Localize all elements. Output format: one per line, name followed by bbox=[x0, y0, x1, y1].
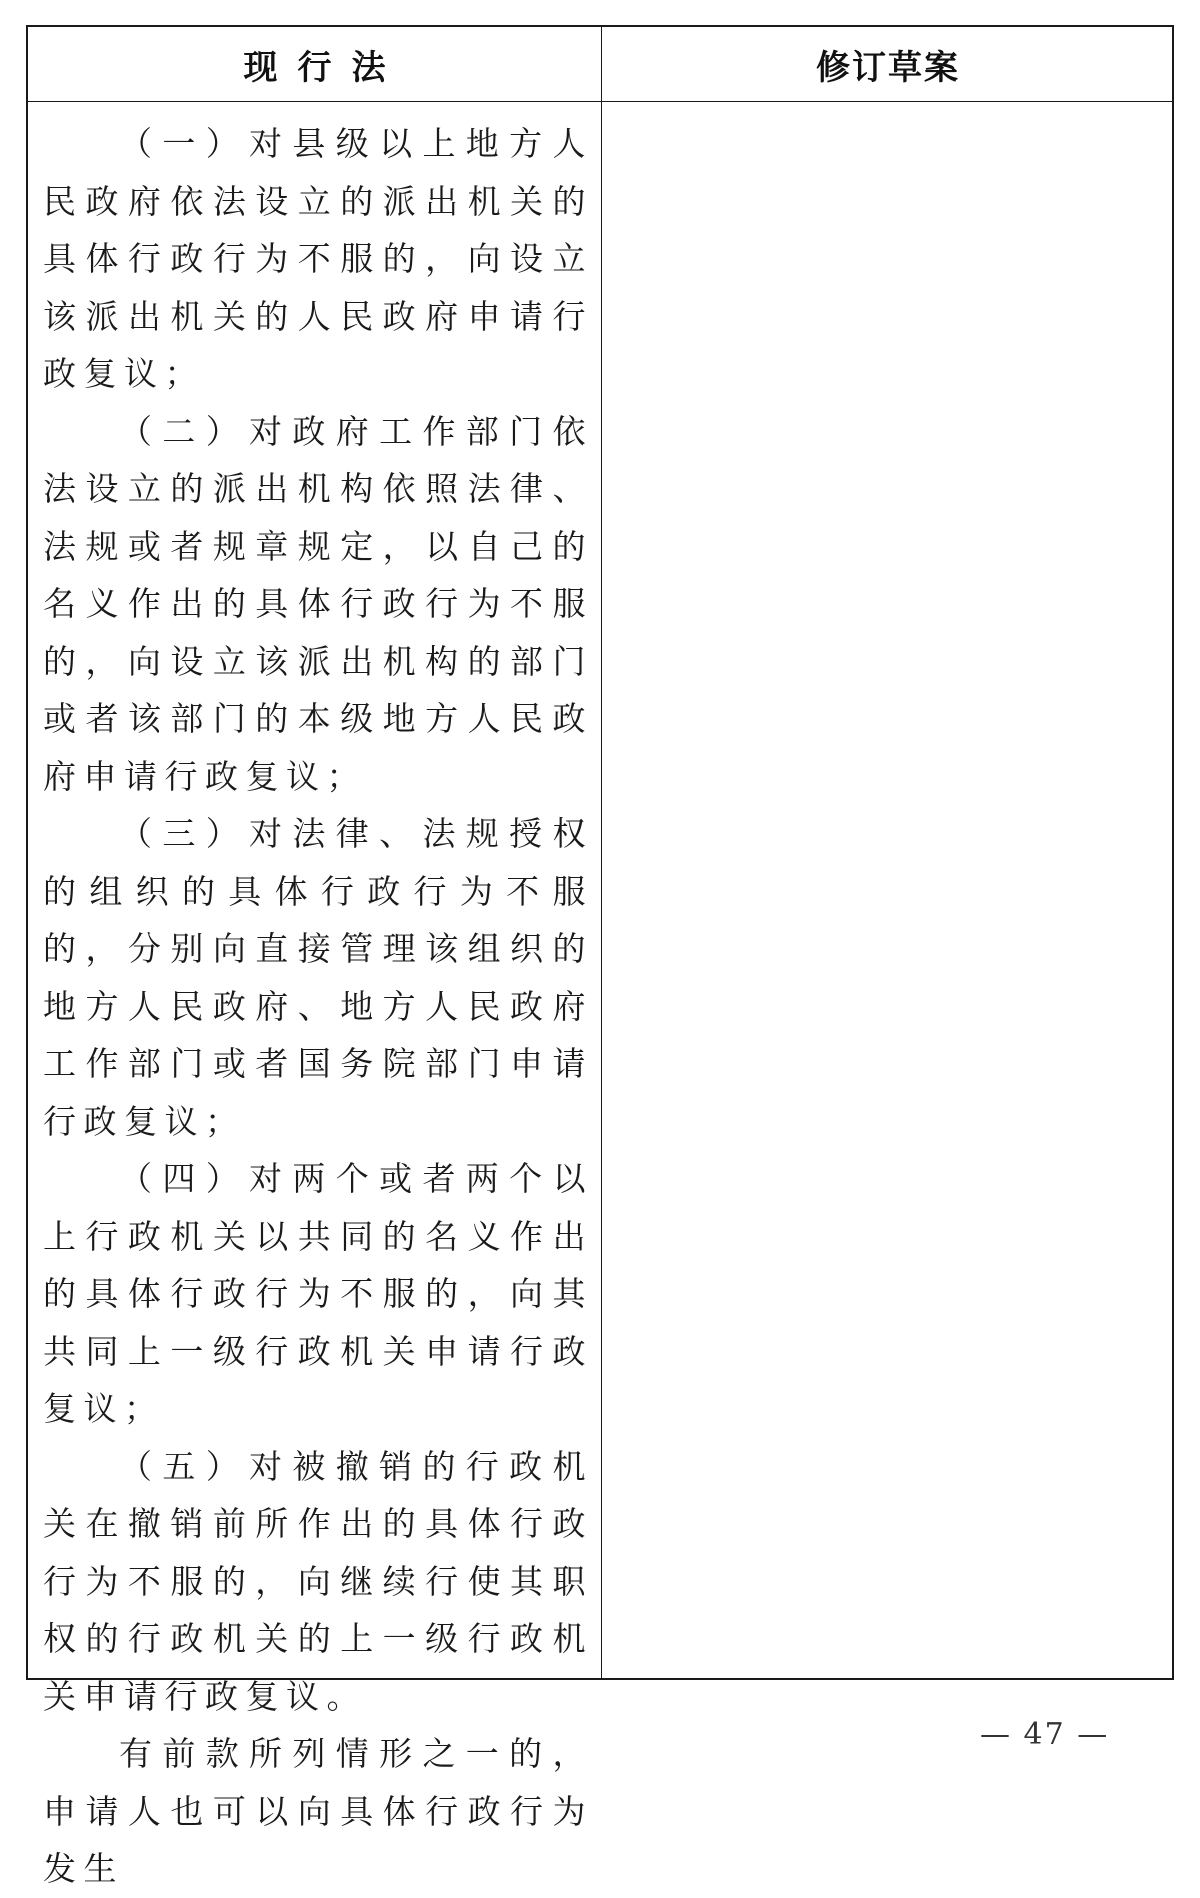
header-divider bbox=[28, 101, 1172, 102]
header-current-law: 现行法 bbox=[243, 47, 406, 88]
header-revision-draft: 修订草案 bbox=[816, 47, 960, 88]
law-paragraph-2: （二）对政府工作部门依法设立的派出机构依照法律、法规或者规章规定，以自己的名义作出的具体行政行为不服的，向设立该派出机构的部门或者该部门的本级地方人民政府申请行政复议； bbox=[43, 411, 593, 796]
law-paragraph-4: （四）对两个或者两个以上行政机关以共同的名义作出的具体行政行为不服的，向其共同上一级行政机关申请行政复议； bbox=[43, 1159, 593, 1428]
law-paragraph-1: （一）对县级以上地方人民政府依法设立的派出机关的具体行政行为不服的，向设立该派出机关的人民政府申请行政复议； bbox=[43, 124, 593, 393]
law-paragraph-6: 有前款所列情形之一的，申请人也可以向具体行政行为发生 bbox=[43, 1734, 593, 1888]
page-number: — 47 — bbox=[980, 1717, 1110, 1752]
current-law-text bbox=[43, 115, 593, 1898]
law-paragraph-5: （五）对被撤销的行政机关在撤销前所作出的具体行政行为不服的，向继续行使其职权的行政机关的上一级行政机关申请行政复议。 bbox=[43, 1446, 593, 1716]
column-divider bbox=[601, 27, 602, 1678]
law-paragraph-3: （三）对法律、法规授权的组织的具体行政行为不服的，分别向直接管理该组织的地方人民政府、地方人民政府工作部门或者国务院部门申请行政复议； bbox=[43, 814, 593, 1141]
